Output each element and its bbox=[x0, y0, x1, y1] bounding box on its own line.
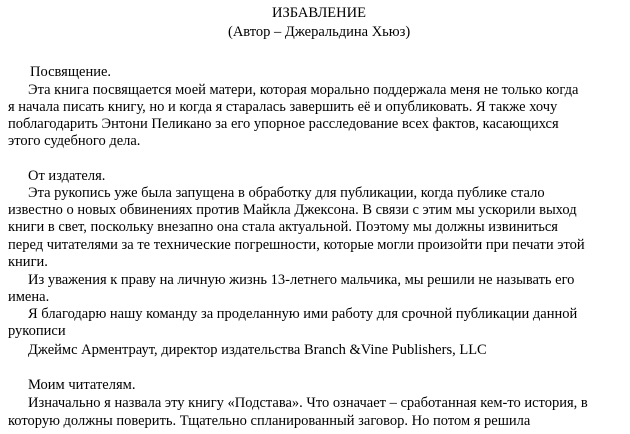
dedication-line: этого судебного дела. bbox=[8, 133, 141, 149]
publisher-note-line: книги в свет, поскольку внезапно она стала актуальной. Поэтому мы должны извиниться bbox=[8, 219, 558, 235]
dedication-heading: Посвящение. bbox=[30, 64, 112, 80]
publisher-note-line: книги. bbox=[8, 254, 48, 270]
document-title: ИЗБАВЛЕНИЕ bbox=[272, 5, 366, 21]
readers-line: которую должны поверить. Тщательно спланированный заговор. Но потом я решила bbox=[8, 413, 531, 429]
dedication-line: Эта книга посвящается моей матери, которая морально поддержала меня не только когда bbox=[28, 82, 579, 98]
document-subtitle: (Автор – Джеральдина Хьюз) bbox=[228, 24, 411, 40]
dedication-line: поблагодарить Энтони Пеликано за его упорное расследование всех фактов, касающихся bbox=[8, 116, 559, 132]
publisher-note-line: перед читателями за те технические погрешности, которые могли произойти при печати этой bbox=[8, 237, 585, 253]
dedication-line: я начала писать книгу, но и когда я старалась завершить её и опубликовать. Я также хочу bbox=[8, 99, 558, 115]
readers-line: Изначально я назвала эту книгу «Подстава». Что означает – сработанная кем-то история, в bbox=[28, 395, 588, 411]
publisher-note-line: имена. bbox=[8, 289, 50, 305]
publisher-note-line: Эта рукопись уже была запущена в обработку для публикации, когда публике стало bbox=[28, 185, 545, 201]
publisher-note-signature: Джеймс Арментраут, директор издательства Branch &Vine Publishers, LLC bbox=[28, 342, 487, 358]
publisher-note-line: рукописи bbox=[8, 323, 66, 339]
publisher-note-line: Я благодарю нашу команду за проделанную ими работу для срочной публикации данной bbox=[28, 306, 578, 322]
readers-heading: Моим читателям. bbox=[28, 377, 136, 393]
publisher-note-line: известно о новых обвинениях против Майкла Джексона. В связи с этим мы ускорили выход bbox=[8, 202, 577, 218]
publisher-note-heading: От издателя. bbox=[28, 168, 106, 184]
publisher-note-line: Из уважения к праву на личную жизнь 13-летнего мальчика, мы решили не называть его bbox=[28, 272, 575, 288]
